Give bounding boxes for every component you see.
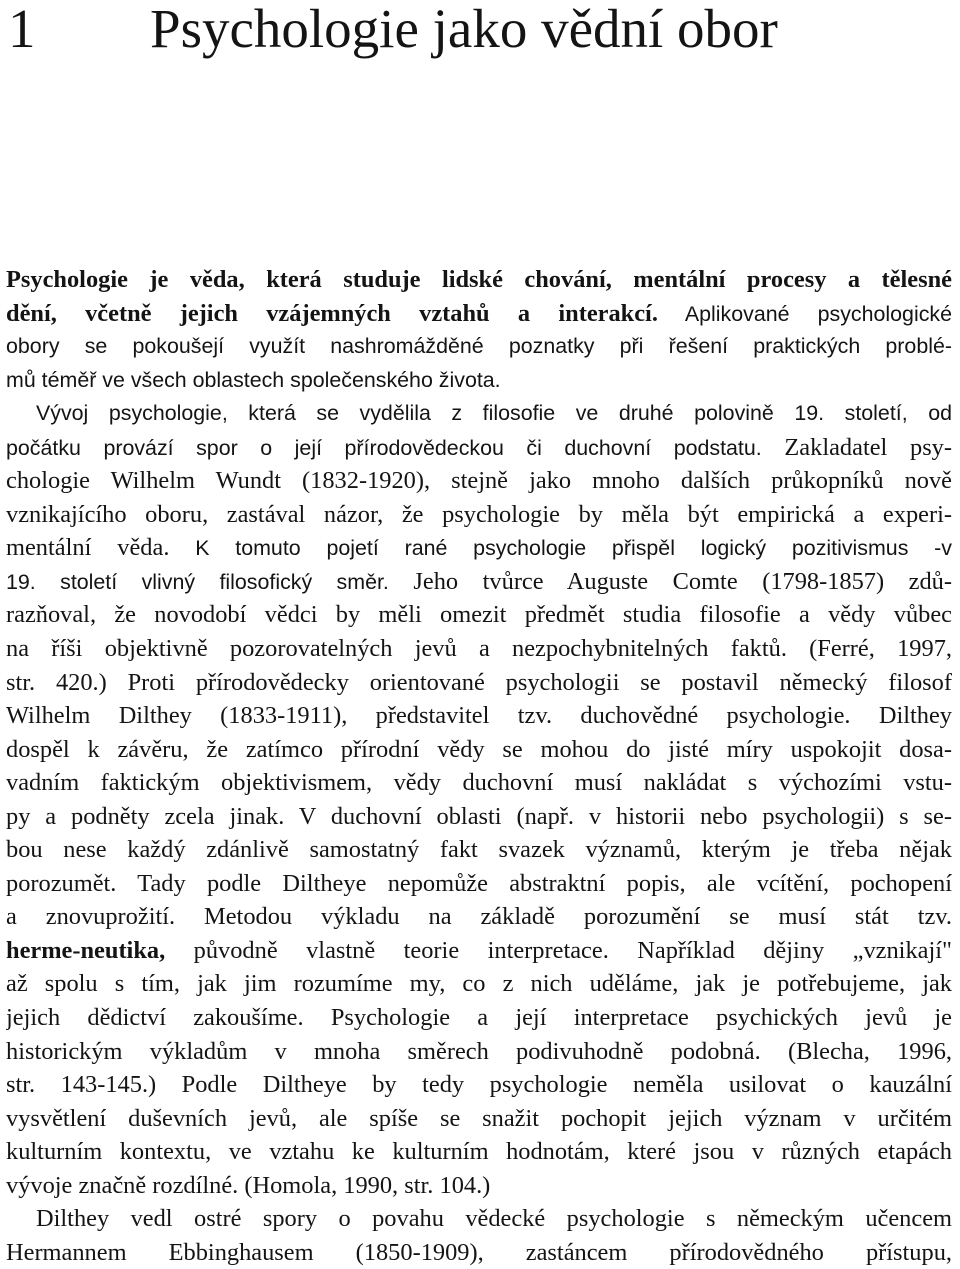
text-line: mů téměř ve všech oblastech společenského života.: [6, 367, 501, 392]
text-line: str. 420.) Proti přírodovědecky orientované psychologii se postavil německý filosof: [6, 668, 952, 696]
chapter-heading: [8, 0, 948, 64]
text-line: vadním faktickým objektivismem, vědy duchovní musí nakládat s výchozími vstu-: [6, 769, 952, 797]
text-line: počátku provází spor o její přírodovědeckou či duchovní podstatu. Zakladatel psy-: [6, 433, 952, 461]
text-line: py a podněty zcela jinak. V duchovní oblasti (např. v historii nebo psychologii) s se-: [6, 802, 952, 830]
text-line: razňoval, že novodobí vědci by měli omezit předmět studia filosofie a vědy vůbec: [6, 601, 952, 629]
text-line: 19. století vlivný filosofický směr. Jeho tvůrce Auguste Comte (1798-1857) zdů-: [6, 567, 952, 595]
text-line: vývoje značně rozdílné. (Homola, 1990, str. 104.): [6, 1171, 491, 1199]
text-line: na říši objektivně pozorovatelných jevů a nezpochybnitelných faktů. (Ferré, 1997,: [6, 635, 952, 663]
text-line: herme-neutika, původně vlastně teorie interpretace. Například dějiny „vznikají": [6, 936, 952, 964]
text-line: Wilhelm Dilthey (1833-1911), představitel tzv. duchovědné psychologie. Dilthey: [6, 702, 952, 730]
text-line: mentální věda. K tomuto pojetí rané psychologie přispěl logický pozitivismus -v: [6, 534, 952, 562]
text-line: Psychologie je věda, která studuje lidské chování, mentální procesy a tělesné: [6, 266, 952, 293]
text-line: Hermannem Ebbinghausem (1850-1909), zastáncem přírodovědného přístupu,: [6, 1238, 952, 1266]
text-line: vznikajícího oboru, zastával názor, že psychologie by měla být empirická a experi-: [6, 500, 952, 528]
text-line: porozumět. Tady podle Diltheye nepomůže abstraktní popis, ale vcítění, pochopení: [6, 869, 952, 897]
text-line: historickým výkladům v mnoha směrech podivuhodně podobná. (Blecha, 1996,: [6, 1037, 952, 1065]
paragraph-first-line: Vývoj psychologie, která se vydělila z filosofie ve druhé polovině 19. století, od: [36, 401, 952, 426]
text-line: bou nese každý zdánlivě samostatný fakt svazek významů, kterým je třeba nějak: [6, 836, 952, 864]
chapter-number: 1: [8, 0, 36, 59]
text-line: jejich dědictví zakoušíme. Psychologie a její interpretace psychických jevů je: [6, 1004, 952, 1032]
text-line: a znovuprožití. Metodou výkladu na základě porozumění se musí stát tzv.: [6, 903, 952, 931]
text-line: dění, včetně jejich vzájemných vztahů a interakcí. Aplikované psychologické: [6, 299, 952, 327]
text-line: chologie Wilhelm Wundt (1832-1920), stejně jako mnoho dalších průkopníků nově: [6, 467, 952, 495]
text-line: až spolu s tím, jak jim rozumíme my, co z nich uděláme, jak je potřebujeme, jak: [6, 970, 952, 998]
body-text: [6, 263, 952, 1269]
text-line: vysvětlení duševních jevů, ale spíše se snažit pochopit jejich význam v určitém: [6, 1104, 952, 1132]
chapter-title: Psychologie jako vědní obor: [150, 0, 778, 59]
text-line: str. 143-145.) Podle Diltheye by tedy psychologie neměla usilovat o kauzální: [6, 1071, 952, 1099]
text-line: obory se pokoušejí využít nashromážděné poznatky při řešení praktických problé-: [6, 334, 952, 359]
text-line: kulturním kontextu, ve vztahu ke kulturním hodnotám, které jsou v různých etapách: [6, 1138, 952, 1166]
text-line: dospěl k závěru, že zatímco přírodní vědy se mohou do jisté míry uspokojit dosa-: [6, 735, 952, 763]
paragraph-first-line: Dilthey vedl ostré spory o povahu vědecké psychologie s německým učencem: [36, 1205, 952, 1233]
